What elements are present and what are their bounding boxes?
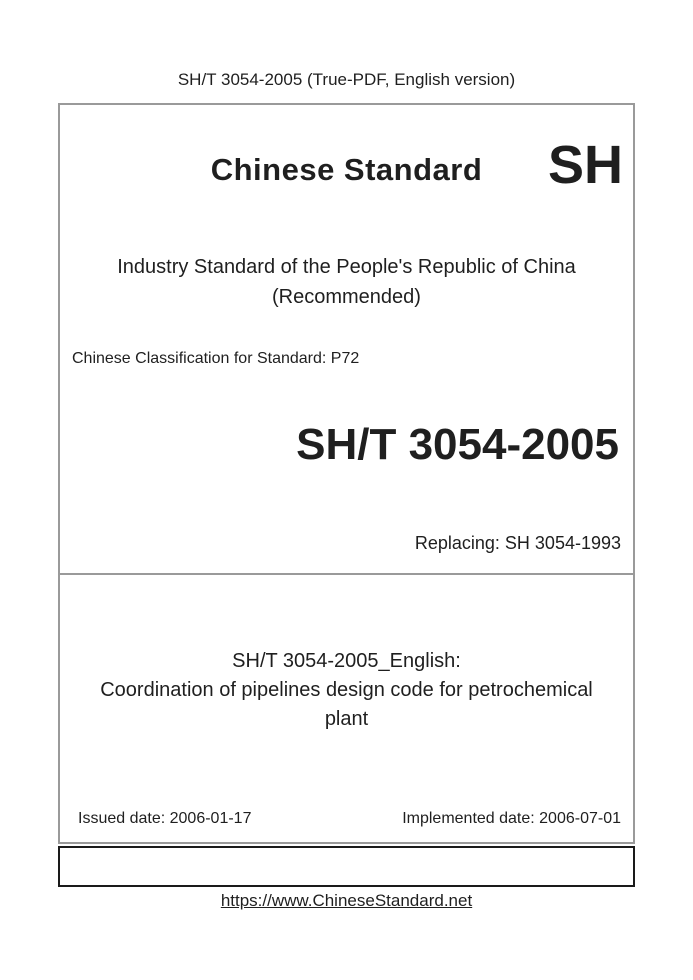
website-link[interactable]: https://www.ChineseStandard.net (220, 891, 473, 910)
document-title (60, 647, 633, 734)
standard-type-line2: (Recommended) (272, 286, 421, 308)
replacing-note: Replacing: SH 3054-1993 (414, 533, 621, 553)
brand-title: Chinese Standard (210, 152, 483, 187)
document-footer (0, 891, 693, 911)
standard-number: SH/T 3054-2005 (296, 420, 619, 469)
classification-code: Chinese Classification for Standard: P72 (72, 350, 360, 367)
document-title-line1: SH/T 3054-2005_English: (232, 650, 461, 672)
document-header: SH/T 3054-2005 (True-PDF, English version) (177, 70, 516, 89)
section-divider (58, 573, 635, 575)
sh-logo: SH (547, 135, 623, 195)
cover-box (58, 103, 635, 844)
barcode-box (58, 846, 635, 887)
document-title-line3: plant (324, 708, 369, 730)
dates-row (78, 810, 621, 828)
standard-type-line1: Industry Standard of the People's Republic of China (117, 256, 576, 278)
document-title-line2: Coordination of pipelines design code for petrochemical (100, 679, 593, 701)
implemented-date: Implemented date: 2006-07-01 (402, 810, 621, 827)
issued-date: Issued date: 2006-01-17 (78, 810, 252, 827)
